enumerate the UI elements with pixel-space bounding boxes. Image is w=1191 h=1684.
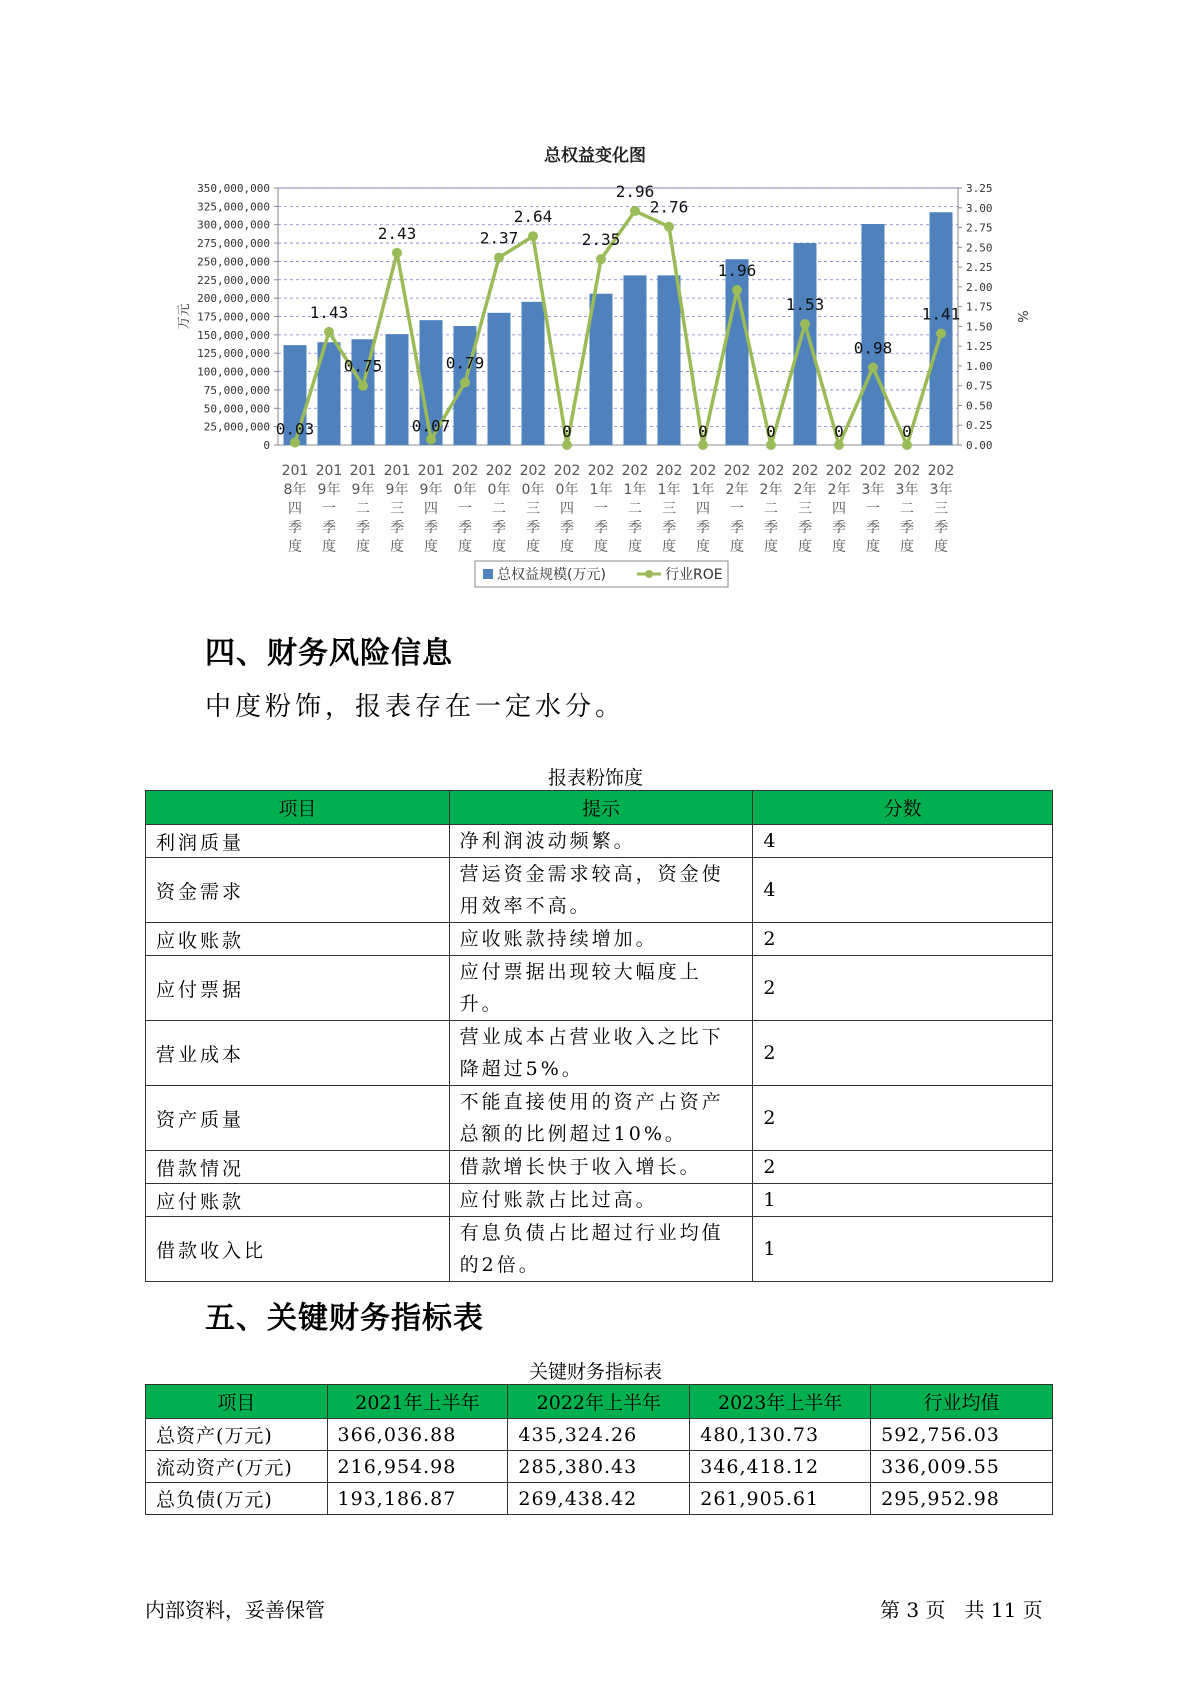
category-label: 四	[696, 501, 710, 517]
category-label: 度	[560, 539, 574, 555]
category-label: 季	[458, 520, 472, 536]
category-label: 季	[526, 520, 540, 536]
category-label: 201	[349, 463, 377, 479]
roe-data-label: 2.64	[513, 207, 553, 227]
kpi-value: 295,952.98	[871, 1483, 1053, 1515]
risk-tip: 应付账款占比过高。	[449, 1184, 753, 1217]
category-label: 一	[594, 501, 608, 517]
category-label: 季	[866, 520, 880, 536]
right-axis-label: %	[1014, 310, 1029, 323]
risk-score: 2	[753, 923, 1053, 956]
category-label: 度	[628, 539, 642, 555]
kpi-item: 流动资产(万元)	[146, 1451, 328, 1483]
category-label: 202	[485, 463, 513, 479]
category-label: 9年	[419, 482, 443, 498]
category-label: 度	[832, 539, 846, 555]
section-5-heading: 五、关键财务指标表	[205, 1301, 484, 1336]
category-label: 8年	[283, 482, 307, 498]
category-label: 季	[934, 520, 948, 536]
roe-point	[936, 329, 946, 339]
bar	[522, 302, 545, 445]
risk-table-row	[146, 956, 1053, 1021]
category-label: 0年	[555, 482, 579, 498]
roe-data-label: 2.35	[581, 230, 621, 250]
risk-item: 资金需求	[146, 858, 450, 923]
left-tick-label: 125,000,000	[197, 347, 270, 361]
risk-table-row	[146, 1086, 1053, 1151]
category-label: 0年	[487, 482, 511, 498]
category-label: 度	[288, 539, 302, 555]
risk-item: 应付账款	[146, 1184, 450, 1217]
category-label: 202	[859, 463, 887, 479]
right-tick-label: 0.00	[966, 439, 993, 452]
risk-tip: 不能直接使用的资产占资产总额的比例超过10%。	[449, 1086, 753, 1151]
legend-bar-label: 总权益规模(万元)	[497, 567, 606, 583]
right-tick-label: 1.00	[966, 359, 993, 373]
category-label: 2年	[793, 482, 817, 498]
category-label: 3年	[929, 482, 953, 498]
category-label: 1年	[623, 482, 647, 498]
roe-point	[834, 440, 844, 450]
category-label: 季	[390, 520, 404, 536]
kpi-value: 193,186.87	[327, 1483, 508, 1515]
risk-table-row	[146, 1217, 1053, 1282]
category-label: 三	[934, 501, 948, 517]
category-label: 二	[900, 501, 914, 517]
category-label: 二	[356, 501, 370, 517]
kpi-header: 2021年上半年	[327, 1385, 508, 1419]
roe-point	[324, 327, 334, 337]
roe-data-label: 0.79	[445, 353, 485, 373]
kpi-table-row	[146, 1451, 1053, 1483]
section-4-heading: 四、财务风险信息	[205, 636, 453, 671]
category-label: 季	[424, 520, 438, 536]
risk-tip: 应收账款持续增加。	[449, 923, 753, 956]
left-tick-label: 50,000,000	[203, 402, 270, 416]
roe-data-label: 0.98	[853, 338, 893, 358]
left-tick-label: 300,000,000	[197, 218, 270, 232]
category-label: 0年	[453, 482, 477, 498]
risk-item: 借款收入比	[146, 1217, 450, 1282]
right-tick-label: 0.50	[966, 399, 993, 413]
category-label: 二	[628, 501, 642, 517]
kpi-table-header	[146, 1385, 1053, 1419]
roe-data-label: 1.53	[785, 295, 825, 315]
risk-table-row	[146, 923, 1053, 956]
roe-data-label: 1.96	[717, 261, 757, 281]
risk-table-caption: 报表粉饰度	[547, 767, 643, 789]
category-label: 202	[893, 463, 921, 479]
legend-line-marker	[645, 570, 653, 578]
category-label: 季	[322, 520, 336, 536]
roe-data-label: 0.03	[275, 419, 315, 439]
category-label: 四	[424, 501, 438, 517]
left-tick-label: 0	[263, 439, 270, 452]
risk-tip: 有息负债占比超过行业均值的2倍。	[449, 1217, 753, 1282]
category-label: 季	[662, 520, 676, 536]
right-tick-label: 2.50	[966, 241, 993, 255]
kpi-value: 346,418.12	[690, 1451, 871, 1483]
risk-score: 1	[753, 1184, 1053, 1217]
bar	[590, 294, 613, 445]
left-tick-label: 25,000,000	[203, 420, 270, 434]
roe-data-label: 0	[698, 422, 708, 441]
category-label: 度	[764, 539, 778, 555]
roe-point	[630, 206, 640, 216]
kpi-value: 261,905.61	[690, 1483, 871, 1515]
left-tick-label: 175,000,000	[197, 310, 270, 324]
roe-point	[732, 285, 742, 295]
roe-point	[868, 363, 878, 373]
risk-item: 利润质量	[146, 825, 450, 858]
kpi-header: 2023年上半年	[690, 1385, 871, 1419]
category-label: 202	[689, 463, 717, 479]
footer-page-number: 第 3 页 共 11 页	[880, 1598, 1043, 1622]
left-tick-label: 350,000,000	[197, 182, 270, 195]
category-label: 度	[526, 539, 540, 555]
risk-item: 借款情况	[146, 1151, 450, 1184]
roe-data-label: 2.37	[479, 228, 519, 248]
kpi-value: 480,130.73	[690, 1419, 871, 1451]
category-label: 三	[662, 501, 676, 517]
roe-data-label: 0	[562, 422, 572, 441]
header-item: 项目	[146, 791, 450, 825]
right-tick-label: 2.75	[966, 221, 993, 235]
roe-point	[494, 253, 504, 263]
kpi-item: 总负债(万元)	[146, 1483, 328, 1515]
kpi-header: 行业均值	[871, 1385, 1053, 1419]
roe-point	[290, 438, 300, 448]
category-label: 202	[723, 463, 751, 479]
risk-score: 2	[753, 1021, 1053, 1086]
roe-point	[902, 440, 912, 450]
risk-tip: 借款增长快于收入增长。	[449, 1151, 753, 1184]
roe-data-label: 1.43	[309, 302, 349, 322]
kpi-table-row	[146, 1483, 1053, 1515]
bar	[658, 275, 681, 445]
roe-data-label: 0.07	[411, 416, 451, 436]
risk-item: 资产质量	[146, 1086, 450, 1151]
category-label: 季	[832, 520, 846, 536]
left-tick-label: 225,000,000	[197, 273, 270, 287]
kpi-table-row	[146, 1419, 1053, 1451]
roe-point	[528, 231, 538, 241]
category-label: 0年	[521, 482, 545, 498]
left-tick-label: 100,000,000	[197, 365, 270, 379]
kpi-header: 项目	[146, 1385, 328, 1419]
category-label: 202	[757, 463, 785, 479]
category-label: 202	[825, 463, 853, 479]
category-label: 度	[934, 539, 948, 555]
kpi-value: 336,009.55	[871, 1451, 1053, 1483]
category-label: 201	[281, 463, 309, 479]
category-label: 202	[927, 463, 955, 479]
roe-point	[426, 434, 436, 444]
risk-table-row	[146, 825, 1053, 858]
roe-point	[596, 254, 606, 264]
left-tick-label: 250,000,000	[197, 255, 270, 269]
roe-data-label: 2.43	[377, 223, 417, 243]
category-label: 3年	[861, 482, 885, 498]
right-tick-label: 2.25	[966, 261, 993, 275]
category-label: 季	[696, 520, 710, 536]
category-label: 季	[764, 520, 778, 536]
roe-point	[766, 440, 776, 450]
risk-score: 4	[753, 825, 1053, 858]
category-label: 2年	[725, 482, 749, 498]
right-tick-label: 3.00	[966, 201, 993, 215]
category-label: 202	[621, 463, 649, 479]
left-tick-label: 275,000,000	[197, 237, 270, 251]
category-label: 201	[417, 463, 445, 479]
category-label: 度	[492, 539, 506, 555]
right-tick-label: 0.75	[966, 379, 993, 393]
category-label: 季	[730, 520, 744, 536]
category-label: 一	[322, 501, 336, 517]
category-label: 度	[798, 539, 812, 555]
roe-data-label: 0	[766, 422, 776, 441]
category-label: 度	[730, 539, 744, 555]
roe-data-label: 2.96	[615, 181, 655, 201]
category-label: 一	[866, 501, 880, 517]
category-label: 1年	[691, 482, 715, 498]
category-label: 201	[315, 463, 343, 479]
kpi-value: 269,438.42	[508, 1483, 690, 1515]
category-label: 度	[390, 539, 404, 555]
risk-tip: 营运资金需求较高，资金使用效率不高。	[449, 858, 753, 923]
legend-bar-swatch	[483, 569, 493, 579]
category-label: 度	[356, 539, 370, 555]
category-label: 度	[662, 539, 676, 555]
roe-point	[392, 248, 402, 258]
right-tick-label: 3.25	[966, 182, 993, 195]
right-tick-label: 0.25	[966, 419, 993, 433]
category-label: 度	[696, 539, 710, 555]
category-label: 三	[526, 501, 540, 517]
risk-score: 1	[753, 1217, 1053, 1282]
risk-score: 4	[753, 858, 1053, 923]
risk-summary: 中度粉饰，报表存在一定水分。	[205, 692, 626, 722]
category-label: 202	[587, 463, 615, 479]
header-score: 分数	[753, 791, 1053, 825]
category-label: 三	[390, 501, 404, 517]
left-tick-label: 150,000,000	[197, 328, 270, 342]
category-label: 1年	[589, 482, 613, 498]
risk-table-row	[146, 1021, 1053, 1086]
category-label: 三	[798, 501, 812, 517]
bar	[488, 313, 511, 445]
category-label: 202	[519, 463, 547, 479]
left-tick-label: 200,000,000	[197, 292, 270, 306]
category-label: 季	[356, 520, 370, 536]
risk-item: 应付票据	[146, 956, 450, 1021]
bar	[386, 334, 409, 445]
equity-change-chart	[0, 0, 1191, 600]
category-label: 202	[451, 463, 479, 479]
category-label: 一	[458, 501, 472, 517]
category-label: 2年	[827, 482, 851, 498]
roe-point	[562, 440, 572, 450]
footer-confidential: 内部资料，妥善保管	[145, 1598, 325, 1622]
category-label: 季	[560, 520, 574, 536]
risk-table	[145, 790, 1053, 1282]
risk-item: 应收账款	[146, 923, 450, 956]
risk-tip: 净利润波动频繁。	[449, 825, 753, 858]
right-tick-label: 1.25	[966, 340, 993, 354]
risk-tip: 应付票据出现较大幅度上升。	[449, 956, 753, 1021]
category-label: 度	[594, 539, 608, 555]
category-label: 度	[900, 539, 914, 555]
roe-point	[698, 440, 708, 450]
category-label: 202	[655, 463, 683, 479]
category-label: 季	[288, 520, 302, 536]
kpi-table	[145, 1384, 1053, 1515]
category-label: 季	[798, 520, 812, 536]
roe-point	[800, 319, 810, 329]
category-label: 9年	[351, 482, 375, 498]
category-label: 1年	[657, 482, 681, 498]
category-label: 四	[288, 501, 302, 517]
category-label: 四	[560, 501, 574, 517]
bar	[862, 224, 885, 445]
risk-score: 2	[753, 1086, 1053, 1151]
kpi-value: 435,324.26	[508, 1419, 690, 1451]
kpi-value: 366,036.88	[327, 1419, 508, 1451]
roe-data-label: 0	[834, 422, 844, 441]
bar	[794, 243, 817, 445]
category-label: 3年	[895, 482, 919, 498]
left-axis-label: 万元	[177, 303, 192, 330]
category-label: 二	[492, 501, 506, 517]
right-tick-label: 1.50	[966, 320, 993, 334]
roe-data-label: 1.41	[921, 304, 961, 324]
header-tip: 提示	[449, 791, 753, 825]
roe-point	[460, 378, 470, 388]
category-label: 9年	[385, 482, 409, 498]
risk-item: 营业成本	[146, 1021, 450, 1086]
category-label: 一	[730, 501, 744, 517]
category-label: 9年	[317, 482, 341, 498]
chart-title: 总权益变化图	[544, 146, 646, 166]
roe-data-label: 0	[902, 422, 912, 441]
kpi-value: 592,756.03	[871, 1419, 1053, 1451]
kpi-value: 216,954.98	[327, 1451, 508, 1483]
category-label: 度	[458, 539, 472, 555]
right-tick-label: 1.75	[966, 300, 993, 314]
category-label: 季	[594, 520, 608, 536]
roe-point	[358, 381, 368, 391]
roe-point	[664, 222, 674, 232]
kpi-item: 总资产(万元)	[146, 1419, 328, 1451]
kpi-table-caption: 关键财务指标表	[528, 1361, 662, 1383]
category-label: 季	[900, 520, 914, 536]
category-label: 季	[628, 520, 642, 536]
category-label: 度	[866, 539, 880, 555]
kpi-header: 2022年上半年	[508, 1385, 690, 1419]
risk-score: 2	[753, 1151, 1053, 1184]
legend-line-label: 行业ROE	[665, 567, 723, 583]
category-label: 四	[832, 501, 846, 517]
category-label: 度	[322, 539, 336, 555]
risk-table-row	[146, 858, 1053, 923]
category-label: 202	[791, 463, 819, 479]
category-label: 202	[553, 463, 581, 479]
category-label: 二	[764, 501, 778, 517]
risk-table-header	[146, 791, 1053, 825]
bar	[624, 275, 647, 445]
risk-tip: 营业成本占营业收入之比下降超过5%。	[449, 1021, 753, 1086]
left-tick-label: 75,000,000	[203, 383, 270, 397]
risk-score: 2	[753, 956, 1053, 1021]
category-label: 季	[492, 520, 506, 536]
kpi-value: 285,380.43	[508, 1451, 690, 1483]
risk-table-row	[146, 1184, 1053, 1217]
category-label: 201	[383, 463, 411, 479]
roe-data-label: 2.76	[649, 197, 689, 217]
category-label: 2年	[759, 482, 783, 498]
left-tick-label: 325,000,000	[197, 200, 270, 214]
category-label: 度	[424, 539, 438, 555]
right-tick-label: 2.00	[966, 280, 993, 294]
risk-table-row	[146, 1151, 1053, 1184]
roe-data-label: 0.75	[343, 356, 383, 376]
